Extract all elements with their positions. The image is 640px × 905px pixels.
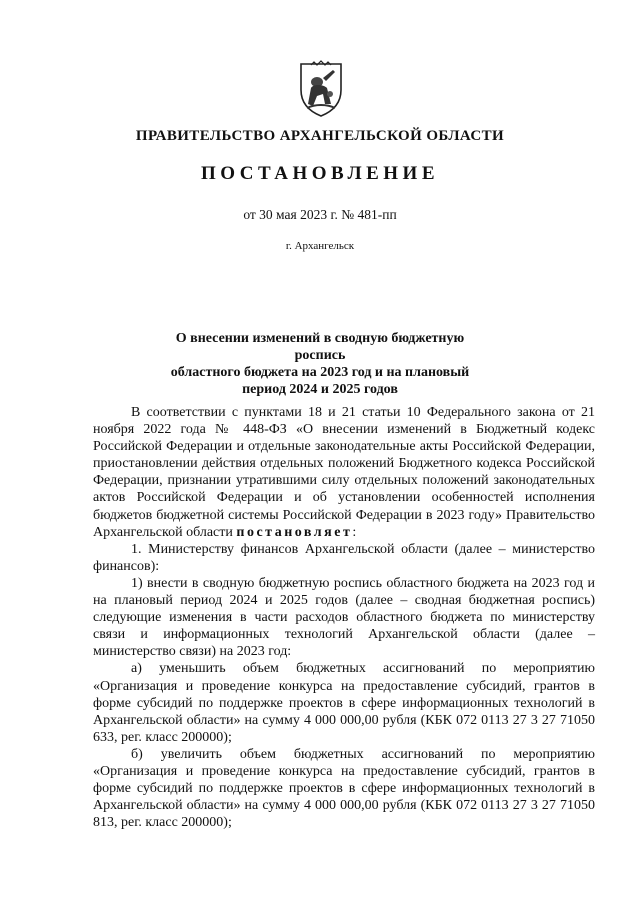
preamble-paragraph <box>93 404 595 541</box>
document-subject <box>150 330 490 398</box>
preamble-text: В соответствии с пунктами 18 и 21 статьи 10 Федерального закона от 21 ноября 2022 года № 448-ФЗ «О внесении изменений в Бюджетный кодекс Российской Федерации и отдельные законодательные акты Российской Федерации, приостановлении действия отдельных положений Бюджетного кодекса Российской Федерации, признании утратившими силу отдельных положений законодательных актов Российской Федерации и об установлении особенностей исполнения бюджетов бюджетной системы Российской Федерации в 2023 году» Правительство Архангельской области <box>93 405 595 540</box>
subject-line: О внесении изменений в сводную бюджетную роспись <box>175 331 465 363</box>
subject-line: период 2024 и 2025 годов <box>242 382 398 397</box>
item-1-1-b-paragraph: б) увеличить объем бюджетных ассигнований по мероприятию «Организация и проведение конкурса на предоставление субсидий, грантов в форме субсидий по поддержке проектов в сфере информационных технологий в Архангельской области» на сумму 4 000 000,00 рубля (КБК 072 0113 27 3 27 71050 813, рег. класс 200000); <box>93 746 595 831</box>
item-1-paragraph: 1. Министерству финансов Архангельской области (далее – министерство финансов): <box>93 541 595 574</box>
document-type: ПОСТАНОВЛЕНИЕ <box>200 163 440 184</box>
preamble-end: : <box>352 524 357 540</box>
item-1-1-a-paragraph: а) уменьшить объем бюджетных ассигнований по мероприятию «Организация и проведение конкурса на предоставление субсидий, грантов в форме субсидий по поддержке проектов в сфере информационных технологий в Архангельской области» на сумму 4 000 000,00 рубля (КБК 072 0113 27 3 27 71050 633, рег. класс 200000); <box>93 661 595 745</box>
document-city: г. Архангельск <box>285 240 355 252</box>
item-1-1-paragraph: 1) внести в сводную бюджетную роспись областного бюджета на 2023 год и на плановый период 2024 и 2025 годов (далее – сводная бюджетная роспись) следующие изменения в части расходов областного бюджета по министерству связи и информационных технологий Архангельской области (далее – министерство связи) на 2023 год: <box>93 575 595 660</box>
government-name: ПРАВИТЕЛЬСТВО АРХАНГЕЛЬСКОЙ ОБЛАСТИ <box>135 128 505 144</box>
document-date-number: от 30 мая 2023 г. № 481-пп <box>243 207 397 222</box>
coat-of-arms-icon <box>297 60 345 118</box>
preamble-keyword: постановляет <box>236 524 353 540</box>
subject-line: областного бюджета на 2023 год и на плановый <box>170 365 470 380</box>
document-body <box>93 404 595 831</box>
